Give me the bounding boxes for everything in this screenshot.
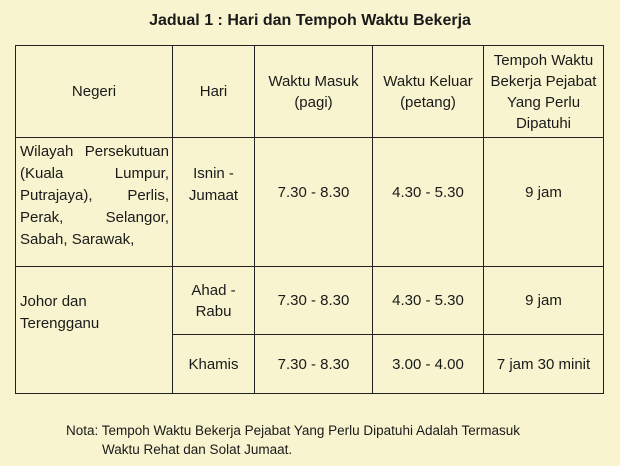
cell-hari: Khamis <box>173 335 255 394</box>
cell-negeri: Johor dan Terengganu <box>16 267 173 394</box>
cell-waktu-keluar: 3.00 - 4.00 <box>373 335 484 394</box>
header-tempoh: Tempoh Waktu Bekerja Pejabat Yang Perlu Dipatuhi <box>484 46 604 138</box>
table-title: Jadual 1 : Hari dan Tempoh Waktu Bekerja <box>149 12 471 29</box>
header-hari: Hari <box>173 46 255 138</box>
header-waktu-masuk: Waktu Masuk (pagi) <box>255 46 373 138</box>
cell-negeri: Wilayah Persekutuan (Kuala Lumpur, Putrajaya), Perlis, Perak, Selangor, Sabah, Sarawak, <box>16 138 173 267</box>
footnote <box>66 421 520 459</box>
table-header-row <box>16 46 604 138</box>
header-waktu-keluar: Waktu Keluar (petang) <box>373 46 484 138</box>
footnote-line-1: Nota: Tempoh Waktu Bekerja Pejabat Yang Perlu Dipatuhi Adalah Termasuk <box>66 423 521 438</box>
cell-waktu-masuk: 7.30 - 8.30 <box>255 138 373 267</box>
footnote-line-2: Waktu Rehat dan Solat Jumaat. <box>102 442 293 457</box>
cell-waktu-masuk: 7.30 - 8.30 <box>255 335 373 394</box>
cell-waktu-keluar: 4.30 - 5.30 <box>373 267 484 335</box>
cell-tempoh: 7 jam 30 minit <box>484 335 604 394</box>
cell-hari: Isnin - Jumaat <box>173 138 255 267</box>
cell-tempoh: 9 jam <box>484 267 604 335</box>
cell-tempoh: 9 jam <box>484 138 604 267</box>
header-negeri: Negeri <box>16 46 173 138</box>
cell-hari: Ahad - Rabu <box>173 267 255 335</box>
working-hours-table <box>15 45 604 394</box>
table-row <box>16 267 604 335</box>
cell-waktu-keluar: 4.30 - 5.30 <box>373 138 484 267</box>
table-row <box>16 138 604 267</box>
cell-waktu-masuk: 7.30 - 8.30 <box>255 267 373 335</box>
